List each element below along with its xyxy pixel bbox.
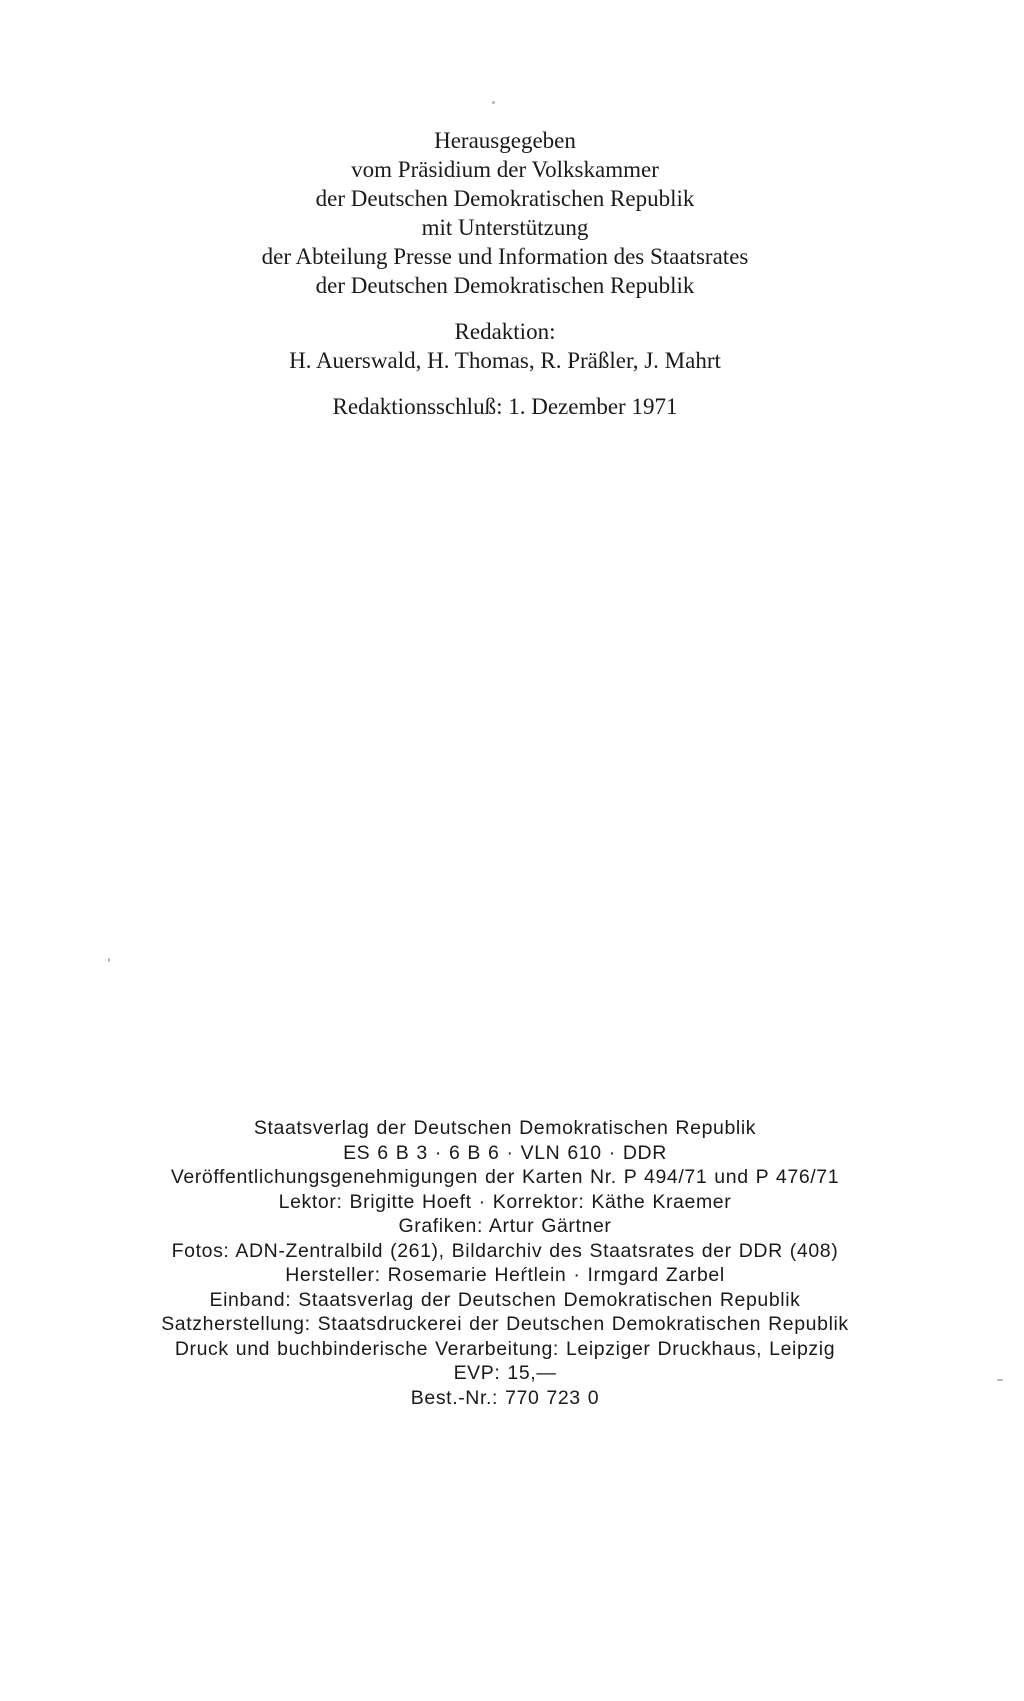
publisher-line: der Deutschen Demokratischen Republik [315, 186, 695, 211]
scan-speck [108, 958, 110, 962]
editorial-heading: Redaktion: [454, 319, 556, 344]
editorial-names: H. Auerswald, H. Thomas, R. Präßler, J. Mahrt [289, 348, 721, 373]
imprint-production: Hersteller: Rosemarie Heŕtlein · Irmgard Zarbel [285, 1264, 725, 1286]
imprint-block [0, 1116, 1010, 1410]
editorial-deadline: Redaktionsschluß: 1. Dezember 1971 [332, 394, 678, 419]
scan-speck [997, 1379, 1003, 1381]
imprint-typesetting: Satzherstellung: Staatsdruckerei der Deutschen Demokratischen Republik [161, 1313, 849, 1335]
imprint-binding: Einband: Staatsverlag der Deutschen Demokratischen Republik [209, 1288, 801, 1311]
scan-speck [492, 101, 495, 104]
publisher-line: Herausgegeben [434, 128, 576, 153]
imprint-photos: Fotos: ADN-Zentralbild (261), Bildarchiv des Staatsrates der DDR (408) [171, 1239, 839, 1262]
publisher-line: der Deutschen Demokratischen Republik [315, 273, 695, 298]
imprint-order-number: Best.-Nr.: 770 723 0 [410, 1386, 600, 1409]
imprint-codes: ES 6 B 3 · 6 B 6 · VLN 610 · DDR [343, 1141, 667, 1164]
publisher-block [0, 126, 1010, 421]
imprint-graphics: Grafiken: Artur Gärtner [398, 1215, 612, 1237]
imprint-editors: Lektor: Brigitte Hoeft · Korrektor: Käthe Kraemer [278, 1190, 732, 1213]
imprint-printing: Druck und buchbinderische Verarbeitung: Leipziger Druckhaus, Leipzig [174, 1337, 836, 1360]
imprint-map-approvals: Veröffentlichungsgenehmigungen der Karten Nr. P 494/71 und P 476/71 [170, 1166, 840, 1188]
publisher-line: der Abteilung Presse und Information des Staatsrates [261, 244, 749, 269]
publisher-line: vom Präsidium der Volkskammer [351, 157, 659, 182]
publisher-line: mit Unterstützung [421, 215, 589, 240]
spacer [0, 300, 1010, 317]
imprint-publisher: Staatsverlag der Deutschen Demokratischen Republik [253, 1117, 757, 1139]
imprint-price: EVP: 15,— [453, 1362, 557, 1384]
spacer [0, 375, 1010, 392]
